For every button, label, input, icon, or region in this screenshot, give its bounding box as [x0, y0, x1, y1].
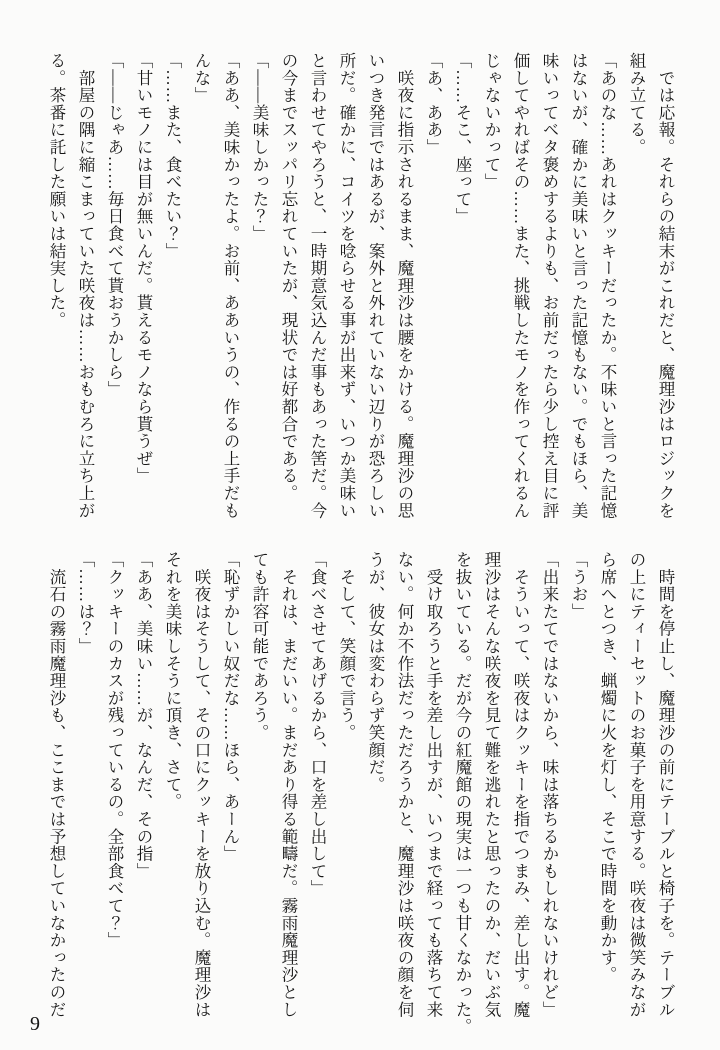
text-line: と言わせてやろうと、一時期意気込んだ事もあった筈だ。今	[308, 52, 327, 520]
text-line: を抜いている。だが今の紅魔館の現実は一つも甘くなかった。	[453, 551, 472, 1036]
text-line: 部屋の隅に縮こまっていた咲夜は……おもむろに立ち上が	[76, 52, 95, 520]
text-line: 「――美味しかった？」	[250, 52, 269, 243]
text-line: はないが、確かに美味いと言った記憶もない。でもほら、美	[569, 52, 588, 520]
text-line: 「ああ、美味かったよ。お前、ああいうの、作るの上手だも	[221, 52, 240, 520]
text-line: 「あ、ああ」	[424, 52, 443, 156]
text-line: 受け取ろうと手を差し出すが、いつまで経っても落ちて来	[424, 551, 443, 1019]
text-line: そして、笑顔で言う。	[337, 551, 356, 742]
text-line: 時間を停止し、魔理沙の前にテーブルと椅子を。テーブル	[656, 551, 675, 1019]
text-line: 咲夜に指示されるまま、魔理沙は腰をかける。魔理沙の思	[395, 52, 414, 520]
text-line: 味いってベタ褒めするよりも、お前だったら少し控え目に評	[540, 52, 559, 520]
text-line: 「あのな……あれはクッキーだったか。不味いと言った記憶	[598, 52, 617, 520]
text-line: る。茶番に託した願いは結実した。	[47, 52, 66, 329]
text-line: 「クッキーのカスが残っているの。全部食べて？」	[105, 551, 124, 949]
text-line: 「……は？」	[76, 551, 95, 655]
text-line: の上にティーセットのお菓子を用意する。咲夜は微笑みなが	[627, 551, 646, 1019]
text-line: 所だ。確かに、コイツを唸らせる事が出来ず、いつか美味い	[337, 52, 356, 520]
text-line: 「食べさせてあげるから、口を差し出して」	[308, 551, 327, 897]
text-line: 「ああ、美味い……が、なんだ、その指」	[134, 551, 153, 880]
text-line: の今までスッパリ忘れていたが、現状では好都合である。	[279, 52, 298, 502]
text-line: 「……また、食べたい？」	[163, 52, 182, 260]
text-line: 「出来たてではないから、味は落ちるかもしれないけれど」	[540, 551, 559, 1019]
text-line: では応報。それらの結末がこれだと、魔理沙はロジックを	[656, 52, 675, 520]
text-line: 「……そこ、座って」	[453, 52, 472, 225]
text-line: いつき発言ではあるが、案外と外れていない辺りが恐ろしい	[366, 52, 385, 520]
text-line: それを美味しそうに頂き、さて。	[163, 551, 182, 811]
top-text-block	[42, 52, 680, 544]
text-line: 組み立てる。	[627, 52, 646, 156]
text-line: ら席へとつき、蝋燭に火を灯し、そこで時間を動かす。	[598, 551, 617, 984]
text-line: 「――じゃあ……毎日食べて貰おうかしら」	[105, 52, 124, 398]
text-line: 理沙はそんな咲夜を見て難を逃れたと思ったのか、だいぶ気	[482, 551, 501, 1019]
text-line: んな」	[192, 52, 211, 104]
text-line: 流石の霧雨魔理沙も、ここまでは予想していなかったのだ	[47, 551, 66, 1019]
text-line: 「甘いモノには目が無いんだ。貰えるモノなら貰うぜ」	[134, 52, 153, 485]
text-line: 「うお」	[569, 551, 588, 621]
text-line: 「恥ずかしい奴だな……ほら、あーん」	[221, 551, 240, 863]
text-line: ない。何か不作法だっただろうかと、魔理沙は咲夜の顔を伺	[395, 551, 414, 1019]
text-line: 咲夜はそうして、その口にクッキーを放り込む。魔理沙は	[192, 551, 211, 1019]
text-line: 価してやればその……また、挑戦したモノを作ってくれるん	[511, 52, 530, 520]
text-line: それは、まだいい。まだあり得る範疇だ。霧雨魔理沙とし	[279, 551, 298, 1019]
text-line: そういって、咲夜はクッキーを指でつまみ、差し出す。魔	[511, 551, 530, 1019]
text-line: じゃないかって」	[482, 52, 501, 191]
bottom-text-block	[42, 551, 680, 1043]
text-line: うが、彼女は変わらず笑顔だ。	[366, 551, 385, 794]
text-line: ても許容可能であろう。	[250, 551, 269, 742]
page-number: 9	[30, 1013, 40, 1035]
